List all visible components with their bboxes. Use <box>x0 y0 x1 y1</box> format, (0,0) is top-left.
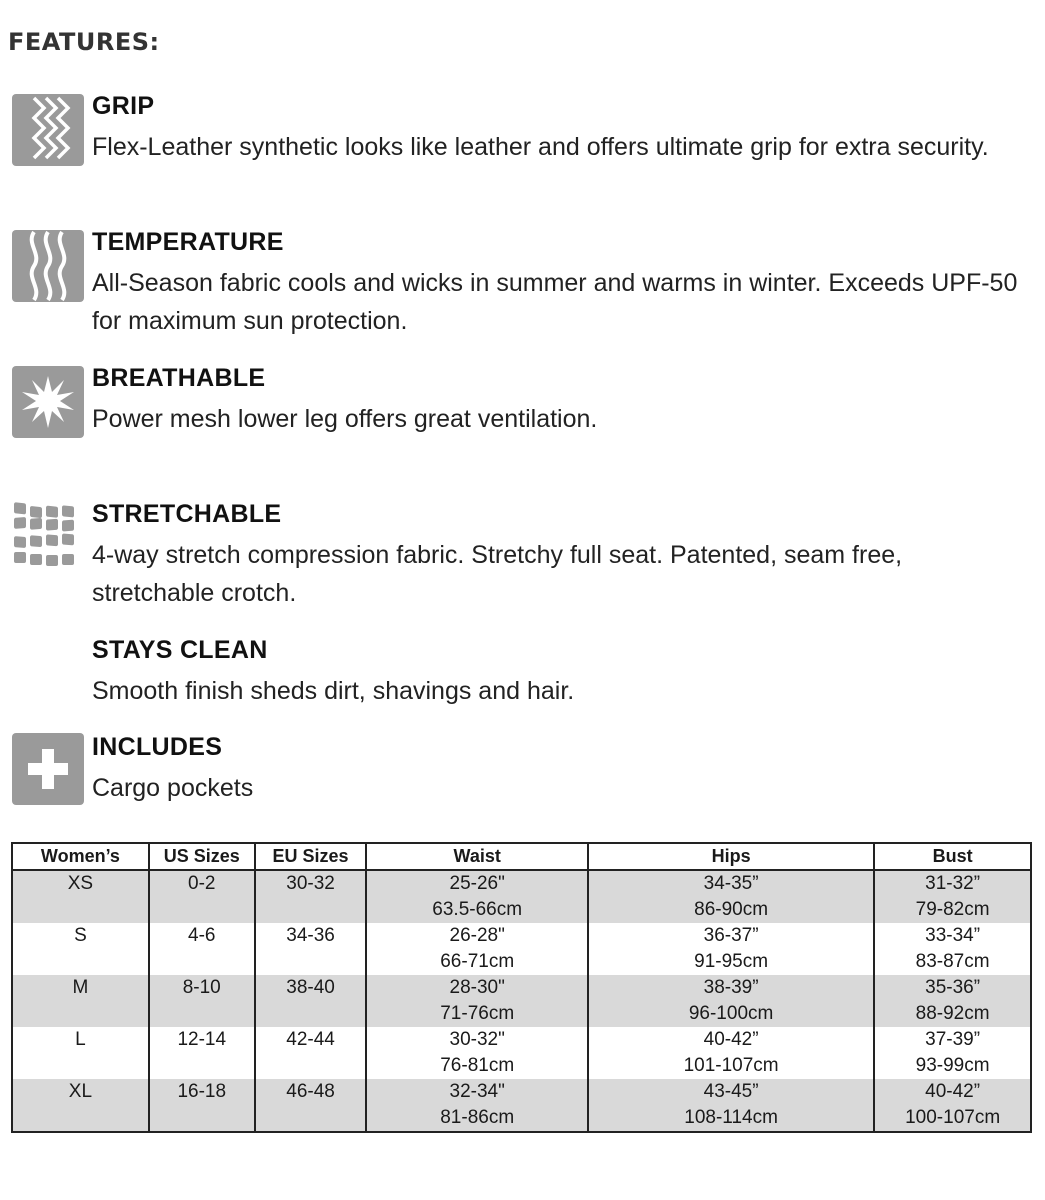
bust-cm-cell: 79-82cm <box>874 897 1031 923</box>
feature-title: STAYS CLEAN <box>92 636 268 664</box>
header-womens: Women’s <box>12 843 149 870</box>
bust-in-cell: 40-42” <box>874 1079 1031 1105</box>
size-cell: M <box>12 975 149 1027</box>
feature-title: TEMPERATURE <box>92 228 284 256</box>
us-size-cell: 16-18 <box>149 1079 255 1132</box>
waist-in-cell: 28-30" <box>366 975 587 1001</box>
waist-cm-cell: 76-81cm <box>366 1053 587 1079</box>
header-waist: Waist <box>366 843 587 870</box>
bust-in-cell: 37-39” <box>874 1027 1031 1053</box>
hips-cm-cell: 86-90cm <box>588 897 874 923</box>
feature-description: Smooth finish sheds dirt, shavings and hair. <box>92 677 575 705</box>
feature-title: BREATHABLE <box>92 364 266 392</box>
waist-in-cell: 25-26" <box>366 870 587 897</box>
eu-size-cell: 42-44 <box>255 1027 367 1079</box>
size-cell: L <box>12 1027 149 1079</box>
table-row <box>12 975 1031 1001</box>
bust-in-cell: 31-32” <box>874 870 1031 897</box>
header-eu-sizes: EU Sizes <box>255 843 367 870</box>
us-size-cell: 4-6 <box>149 923 255 975</box>
waist-cm-cell: 63.5-66cm <box>366 897 587 923</box>
waist-in-cell: 32-34" <box>366 1079 587 1105</box>
waist-cm-cell: 81-86cm <box>366 1105 587 1132</box>
header-bust: Bust <box>874 843 1031 870</box>
header-hips: Hips <box>588 843 874 870</box>
feature-description: Power mesh lower leg offers great ventilation. <box>92 405 598 433</box>
feature-title: STRETCHABLE <box>92 500 282 528</box>
table-row <box>12 1079 1031 1105</box>
bust-cm-cell: 93-99cm <box>874 1053 1031 1079</box>
size-cell: XL <box>12 1079 149 1132</box>
bust-cm-cell: 100-107cm <box>874 1105 1031 1132</box>
bust-cm-cell: 83-87cm <box>874 949 1031 975</box>
header-us-sizes: US Sizes <box>149 843 255 870</box>
temperature-icon <box>12 230 84 302</box>
size-cell: S <box>12 923 149 975</box>
feature-description: Flex-Leather synthetic looks like leather and offers ultimate grip for extra security. <box>92 133 989 161</box>
waist-cm-cell: 71-76cm <box>366 1001 587 1027</box>
eu-size-cell: 30-32 <box>255 870 367 923</box>
feature-description: 4-way stretch compression fabric. Stretchy full seat. Patented, seam free, stretchable crotch. <box>92 541 903 607</box>
waist-cm-cell: 66-71cm <box>366 949 587 975</box>
feature-description: All-Season fabric cools and wicks in summer and warms in winter. Exceeds UPF-50 for maximum sun protection. <box>92 269 1018 335</box>
plus-icon <box>12 733 84 805</box>
hips-cm-cell: 101-107cm <box>588 1053 874 1079</box>
bust-in-cell: 35-36” <box>874 975 1031 1001</box>
waist-in-cell: 30-32" <box>366 1027 587 1053</box>
bust-in-cell: 33-34” <box>874 923 1031 949</box>
hips-in-cell: 43-45” <box>588 1079 874 1105</box>
table-row <box>12 1027 1031 1053</box>
feature-title: INCLUDES <box>92 733 223 761</box>
hips-cm-cell: 91-95cm <box>588 949 874 975</box>
grip-icon <box>12 94 84 166</box>
hips-cm-cell: 96-100cm <box>588 1001 874 1027</box>
hips-cm-cell: 108-114cm <box>588 1105 874 1132</box>
table-row <box>12 923 1031 949</box>
table-row <box>12 870 1031 897</box>
waist-in-cell: 26-28" <box>366 923 587 949</box>
us-size-cell: 8-10 <box>149 975 255 1027</box>
us-size-cell: 0-2 <box>149 870 255 923</box>
hips-in-cell: 36-37” <box>588 923 874 949</box>
eu-size-cell: 38-40 <box>255 975 367 1027</box>
features-heading: FEATURES: <box>8 28 160 56</box>
hips-in-cell: 40-42” <box>588 1027 874 1053</box>
stretchable-icon <box>12 500 84 572</box>
eu-size-cell: 34-36 <box>255 923 367 975</box>
us-size-cell: 12-14 <box>149 1027 255 1079</box>
hips-in-cell: 38-39” <box>588 975 874 1001</box>
table-header-row <box>12 843 1031 870</box>
breathable-icon <box>12 366 84 438</box>
feature-title: GRIP <box>92 92 155 120</box>
feature-description: Cargo pockets <box>92 774 254 802</box>
bust-cm-cell: 88-92cm <box>874 1001 1031 1027</box>
size-chart-table <box>11 842 1032 1133</box>
hips-in-cell: 34-35” <box>588 870 874 897</box>
size-cell: XS <box>12 870 149 923</box>
eu-size-cell: 46-48 <box>255 1079 367 1132</box>
